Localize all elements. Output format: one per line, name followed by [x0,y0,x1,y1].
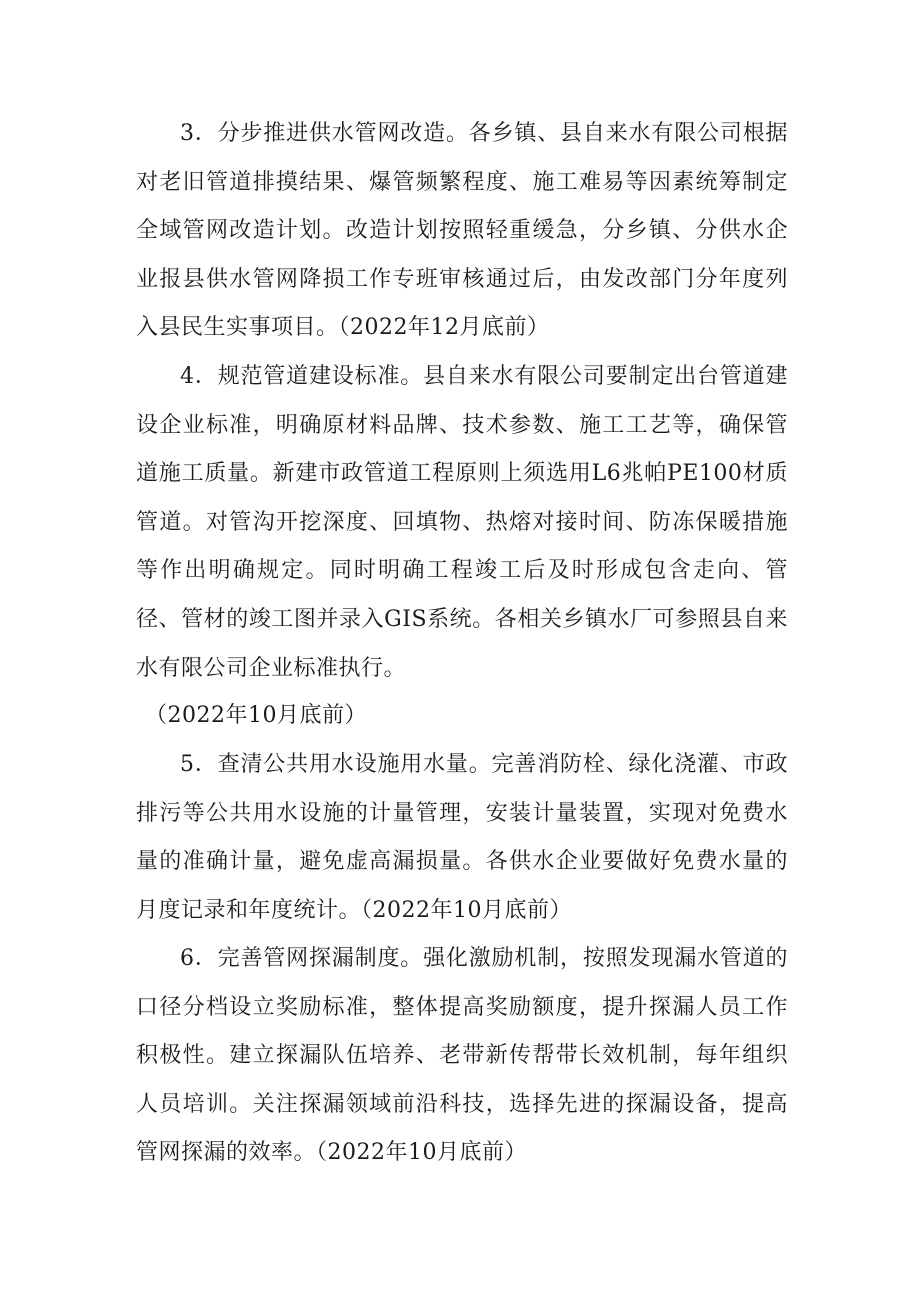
paragraph-item-4-deadline: （2022年10月底前） [145,703,367,728]
paragraph-item-4: 4．规范管道建设标准。县自来水有限公司要制定出台管道建设企业标准，明确原材料品牌、技术参数、施工工艺等，确保管道施工质量。新建市政管道工程原则上须选用L6兆帕PE100材质管道。对管沟开挖深度、回填物、热熔对接时间、防冻保暖措施等作出明确规定。同时明确工程竣工后及时形成包含走向、管径、管材的竣工图并录入GIS系统。各相关乡镇水厂可参照县自来水有限公司企业标准执行。 [136,364,788,681]
paragraph-5-block [136,741,788,935]
paragraph-6-block [136,935,788,1178]
paragraph-item-6: 6．完善管网探漏制度。强化激励机制，按照发现漏水管道的口径分档设立奖励标准，整体提高奖励额度，提升探漏人员工作积极性。建立探漏队伍培养、老带新传帮带长效机制，每年组织人员培训。关注探漏领域前沿科技，选择先进的探漏设备，提高管网探漏的效率。（2022年10月底前） [136,946,788,1166]
paragraph-3-block [136,110,788,353]
paragraph-item-3: 3．分步推进供水管网改造。各乡镇、县自来水有限公司根据对老旧管道排摸结果、爆管频繁程度、施工难易等因素统筹制定全域管网改造计划。改造计划按照轻重缓急，分乡镇、分供水企业报县供水管网降损工作专班审核通过后，由发改部门分年度列入县民生实事项目。（2022年12月底前） [136,121,788,341]
paragraph-item-5: 5．查清公共用水设施用水量。完善消防栓、绿化浇灌、市政排污等公共用水设施的计量管理，安装计量装置，实现对免费水量的准确计量，避免虚高漏损量。各供水企业要做好免费水量的月度记录和年度统计。（2022年10月底前） [136,752,788,923]
paragraph-4-date-block [145,692,797,741]
paragraph-4-block [136,353,788,693]
